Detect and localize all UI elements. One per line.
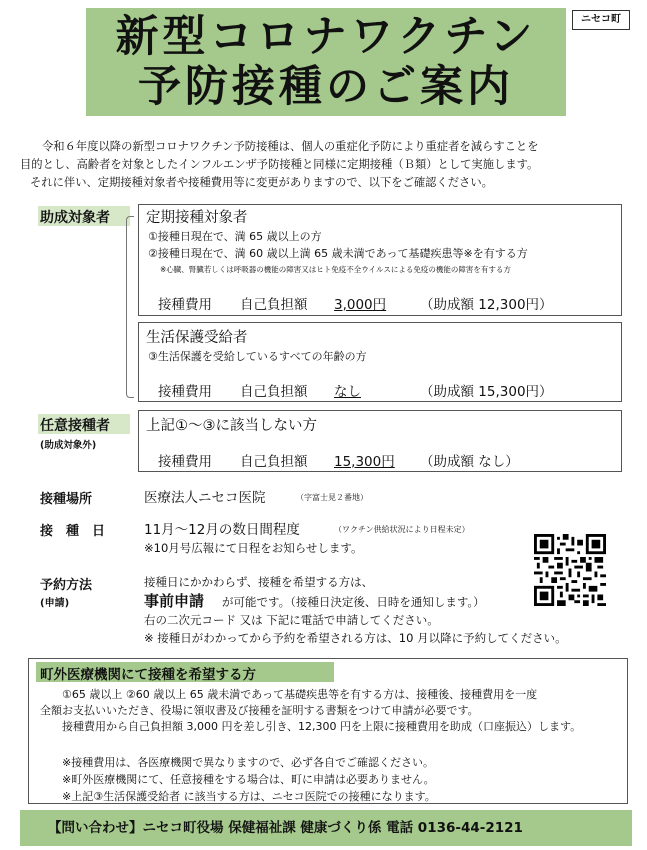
grant-amount: （助成額 15,300円） (420, 384, 553, 400)
fee-label: 接種費用 (158, 297, 212, 313)
intro-text: 令和６年度以降の新型コロナワクチン予防接種は、個人の重症化予防により重症者を減らすことを 目的とし、高齢者を対象としたインフルエンザ予防接種と同様に定期接種（Ｂ類）として実施します。 それに伴い、定期接種対象者や接種費用等に変更がありますので、以下をご確認ください。 (20, 140, 539, 189)
outside-line2: 全額お支払いいただき、役場に領収書及び接種を証明する書類をつけて申請が必要です。 (40, 704, 479, 717)
self-label: 自己負担額 (240, 384, 308, 400)
place-label: 接種場所 (40, 492, 93, 507)
self-label: 自己負担額 (240, 454, 308, 470)
date-value: 11月～12月の数日間程度 (144, 522, 300, 538)
self-value: なし (334, 384, 361, 400)
reserve-label: 予約方法 (40, 578, 93, 593)
item-1: ①接種日現在で、満 65 歳以上の方 (148, 230, 322, 243)
qr-code-icon[interactable] (534, 534, 606, 606)
item-note: ※心臓、腎臓若しくは呼吸器の機能の障害又はヒト免疫不全ウイルスによる免疫の機能の障害を有する方 (160, 265, 511, 274)
date-sub: ※10月号広報にて日程をお知らせします。 (144, 541, 363, 555)
regular-title: 定期接種対象者 (146, 210, 248, 226)
optional-sub: (助成対象外) (40, 440, 97, 451)
subsidy-label: 助成対象者 (40, 210, 110, 226)
place-note: （字富士見２番地） (296, 493, 368, 502)
item-3: ③生活保護を受給しているすべての年齢の方 (148, 350, 367, 363)
outside-title: 町外医療機関にて接種を希望する方 (40, 667, 256, 683)
item-2: ②接種日現在で、満 60 歳以上満 65 歳未満であって基礎疾患等※を有する方 (148, 247, 528, 260)
reserve-line1: 接種日にかかわらず、接種を希望する方は、 (144, 575, 374, 589)
grant-amount: （助成額 なし） (420, 454, 519, 470)
self-label: 自己負担額 (240, 297, 308, 313)
reserve-line4: ※ 接種日がわかってから予約を希望される方は、10 月以降に予約してください。 (144, 631, 567, 645)
grant-amount: （助成額 12,300円） (420, 297, 553, 313)
place-value: 医療法人ニセコ医院 (144, 490, 266, 506)
page-title-line2: 予防接種のご案内 (138, 62, 514, 112)
outside-note3: ※上記③生活保護受給者 に該当する方は、ニセコ医院での接種になります。 (62, 790, 436, 803)
fee-label: 接種費用 (158, 384, 212, 400)
fee-label: 接種費用 (158, 454, 212, 470)
outside-line1: ①65 歳以上 ②60 歳以上 65 歳未満であって基礎疾患等を有する方は、接種後、接種費用を一度 (62, 688, 538, 701)
welfare-title: 生活保護受給者 (146, 330, 248, 346)
bracket (126, 216, 134, 398)
reserve-line3: 右の二次元コード 又は 下記に電話で申請してください。 (144, 613, 439, 627)
outside-line3: 接種費用から自己負担額 3,000 円を差し引き、12,300 円を上限に接種費用を助成（口座振込）します。 (62, 720, 582, 733)
optional-label: 任意接種者 (40, 418, 110, 434)
footer-contact: 【問い合わせ】ニセコ町役場 保健福祉課 健康づくり係 電話 0136-44-2121 (20, 810, 632, 846)
self-value: 15,300円 (334, 454, 395, 470)
self-value: 3,000円 (334, 297, 387, 313)
outside-note1: ※接種費用は、各医療機関で異なりますので、必ず各自でご確認ください。 (62, 756, 434, 769)
outside-note2: ※町外医療機関にて、任意接種をする場合は、町に申請は必要ありません。 (62, 773, 435, 786)
reserve-big: 事前申請 (144, 592, 205, 610)
town-tag: ニセコ町 (572, 10, 630, 30)
reserve-line2: が可能です。（接種日決定後、日時を通知します。） (222, 595, 485, 609)
date-note: （ワクチン供給状況により日程未定） (334, 525, 470, 534)
page-title-line1: 新型コロナワクチン (115, 12, 537, 62)
optional-title: 上記①～③に該当しない方 (146, 418, 317, 434)
reserve-sub: (申請) (40, 598, 70, 609)
date-label: 接 種 日 (40, 524, 106, 539)
